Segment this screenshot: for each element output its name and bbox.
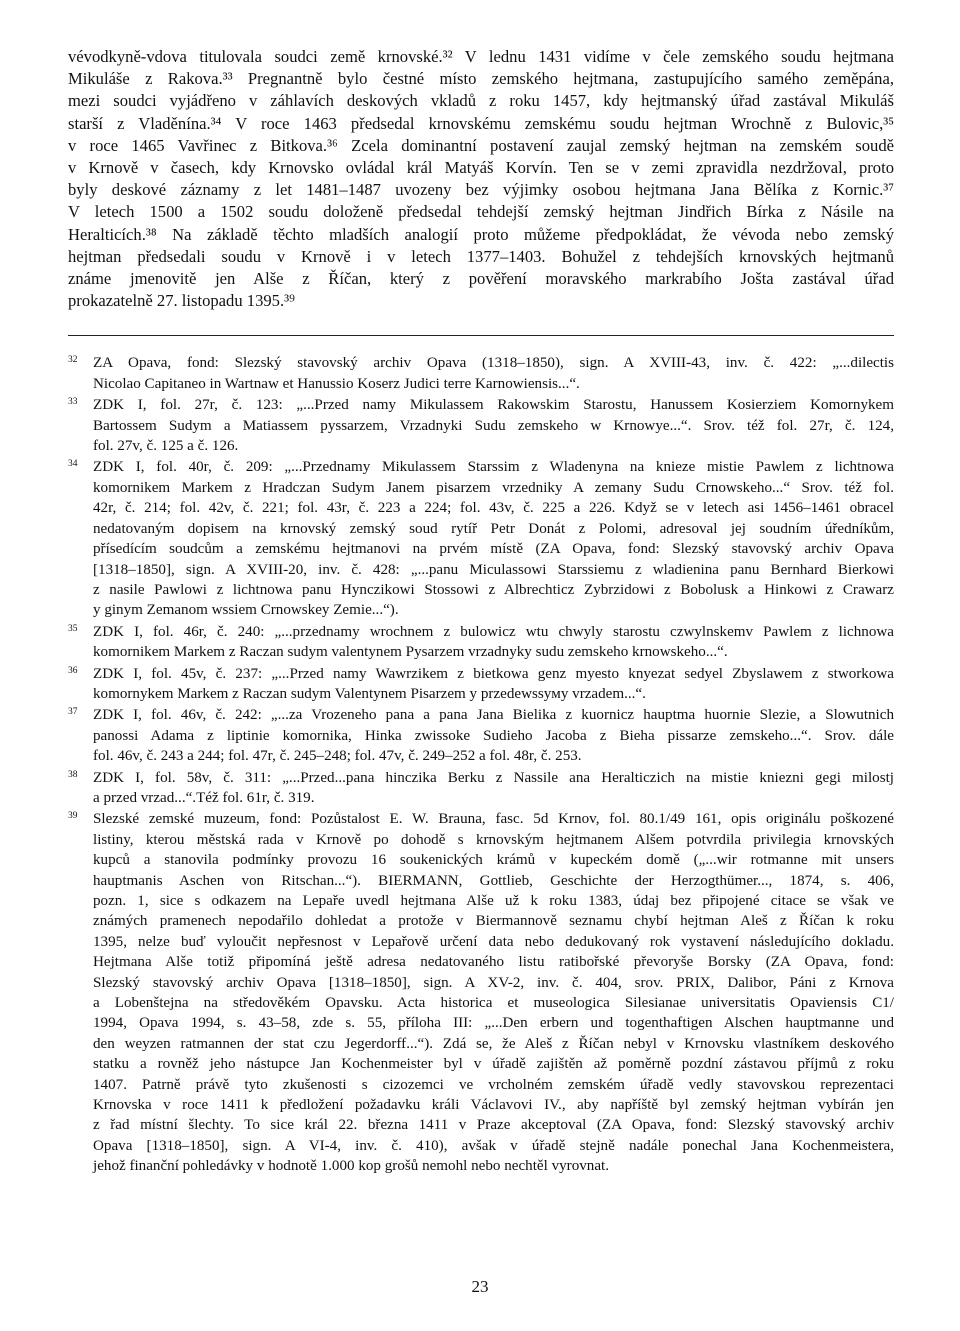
footnote-text: [93, 768, 894, 809]
footnote-line: a Lobenštejna na středověkém Opavsku. Acta historica et museologica Silesianae universitatis Opaviensis C1/: [93, 995, 894, 1012]
footnote-line: ZDK I, fol. 45v, č. 237: „...Przed namy Wawrzikem z bietkowa genz myesto knyezat sedyel Zbyslawem z stworkowa: [93, 665, 894, 682]
footnote: [68, 705, 894, 766]
footnote-line: Krnovska v roce 1411 k předložení požadavku králi Václavovi IV., aby napříště byl zemský hejtman vybírán jen: [93, 1097, 894, 1114]
footnote-number: 38: [68, 769, 78, 780]
footnote-line: hauptmanis Aschen von Ritschan...“). BIERMANN, Gottlieb, Geschichte der Herzogthümer..., 1874, s. 406,: [93, 872, 894, 889]
footnote-number: 33: [68, 397, 78, 408]
footnote-number: 37: [68, 707, 78, 718]
footnote-separator: [68, 335, 894, 336]
footnote-line: ZDK I, fol. 27r, č. 123: „...Przed namy Mikulassem Rakowskim Starostu, Hanussem Kosierziem Komornykem: [93, 397, 894, 414]
footnote-line: a przed vrzad...“.Též fol. 61r, č. 319.: [93, 789, 315, 806]
footnote-line: 1994, Opava 1994, s. 43–58, zde s. 55, příloha III: „...Den erbern und togenthaftigen Alschen hauptmanne und: [93, 1015, 894, 1032]
footnote-line: Slezské zemské muzeum, fond: Pozůstalost E. W. Brauna, fasc. 5d Krnov, fol. 80.1/49 161, opis originálu poškozené: [93, 811, 894, 828]
footnote-number: 36: [68, 665, 78, 676]
footnote-line: Opava [1318–1850], sign. A VI-4, inv. č. 410), avšak v úřadě stejně nadále ponechal Jana Kochenmeistera,: [93, 1137, 894, 1154]
footnote: [68, 664, 894, 705]
footnote: [68, 353, 894, 394]
footnote-line: y ginym Zemanom wssiem Crnowskey Zemie...“).: [93, 602, 399, 619]
document-page: [68, 46, 894, 1178]
footnote-line: 1395, nelze buď vyloučit nepřesnost v Lepařově určení data nebo dedukovaný rok vystavení následujícího dokladu.: [93, 933, 894, 950]
footnote-line: Slezský stavovský archiv Opava [1318–1850], sign. A XV-2, inv. č. 404, srov. PRIX, Dalibor, Páni z Krnova: [93, 974, 894, 991]
footnote-text: [93, 664, 894, 705]
footnote-line: den weyzen ratmannen der stat czu Jegerdorff...“). Zdá se, že Aleš z Říčan nebyl v Krnovsku vlastníkem deskového: [93, 1035, 894, 1052]
footnote-line: z nasile Pawlowi z lichtnowa panu Hynczikowi Stossowi z Albrechticz Zybrzidowi z Bobolusk a Hinkowi z Crawarz: [93, 581, 894, 598]
footnote-line: Nicolao Capitaneo in Wartnaw et Hanussio Koserz Judici terre Karnowiensis...“.: [93, 375, 580, 392]
main-text-line: starší z Vladěnína.³⁴ V roce 1463 předsedal krnovskému zemskému soudu hejtman Wrochně z Bulovic,³⁵: [68, 113, 894, 133]
footnote: [68, 768, 894, 809]
footnote-text: [93, 457, 894, 620]
footnote-line: komornikem Markem z Hradczan Sudym Janem pisarzem vrzedniky A zemany Sudu Crnowskeho...“ Srov. též fol.: [93, 479, 894, 496]
footnote-line: ZDK I, fol. 40r, č. 209: „...Przednamy Mikulassem Starssim z Wladenyna na knieze mistie Pawlem z lichtnowa: [93, 459, 894, 476]
main-text-line: byly deskové záznamy z let 1481–1487 uvozeny bez výjimky osobou hejtmana Jana Bělíka z Kornic.³⁷: [68, 180, 894, 200]
main-text-line: vévodkyně-vdova titulovala soudci země krnovské.³² V lednu 1431 vidíme v čele zemského soudu hejtmana: [68, 47, 894, 66]
main-text-line: Heralticích.³⁸ Na základě těchto mladších analogií proto můžeme předpokládat, že vévoda nebo zemský: [68, 224, 894, 244]
footnote-line: 1407. Patrně právě tyto zkušenosti s cizozemci ve vrcholném zemském úřadě vedly stavovskou reprezentaci: [93, 1076, 894, 1093]
footnote-line: [1318–1850], sign. A XVIII-20, inv. č. 428: „...panu Miculassowi Starssiemu z wladienina panu Bernhard Bierkowi: [93, 561, 894, 578]
footnote-text: [93, 353, 894, 394]
footnote-line: pozn. 1, sice s odkazem na Lepaře uvedl hejtmana Alše už k roku 1383, údaj bez připojené citace se však ve: [93, 893, 894, 909]
footnote-number: 39: [68, 811, 78, 822]
main-text-line: mezi soudci vyjádřeno v záhlavích deskových vkladů z roku 1457, kdy hejtmanský úřad zastával Mikuláš: [68, 91, 894, 111]
main-text-line: prokazatelně 27. listopadu 1395.³⁹: [68, 291, 295, 311]
footnote-text: [93, 809, 894, 1176]
footnote-number: 35: [68, 623, 78, 634]
page-number: 23: [471, 1277, 489, 1296]
main-text-line: v Krnově v časech, kdy Krnovsko ovládal král Matyáš Korvín. Ten se v zemi zpravidla nezdržoval, proto: [68, 158, 894, 178]
footnote-line: panossi Adama z liptinie komornika, Hinka zwissoke Sudieho Jacoba z Bieha pissarze zemskeho...“. Srov. dále: [93, 727, 894, 744]
main-text-line: V letech 1500 a 1502 soudu doloženě předsedal tehdejší zemský hejtman Jindřich Bírka z Násile na: [68, 202, 894, 222]
footnote-number: 32: [68, 355, 78, 366]
footnote-line: z řad místní šlechty. To sice král 22. března 1411 v Praze akceptoval (ZA Opava, fond: Slezský stavovský archiv: [93, 1117, 894, 1134]
footnote: [68, 622, 894, 663]
main-text-line: Mikuláše z Rakova.³³ Pregnantně bylo čestné místo zemského hejtmana, zastupujícího samého zeměpána,: [68, 69, 894, 89]
footnote-line: ZDK I, fol. 58v, č. 311: „...Przed...pana hinczika Berku z Nassile ana Heralticzich na mistie kniezni gegi milostj: [93, 769, 894, 786]
footnotes: [68, 353, 894, 1176]
footnote-line: 42r, č. 214; fol. 42v, č. 221; fol. 43r, č. 223 a 224; fol. 43v, č. 225 a 226. Když se v letech asi 1456–1461 obracel: [93, 500, 894, 517]
main-text: [68, 46, 894, 312]
main-text-line: v roce 1465 Vavřinec z Bitkova.³⁶ Zcela dominantní postavení zaujal zemský hejtman na zemském soudě: [68, 135, 894, 155]
main-text-line: hejtman předsedali soudu v Krnově i v letech 1377–1403. Bohužel z tehdejších krnovských hejtmanů: [68, 246, 894, 266]
footnote-line: nedatovaným dopisem na krnovský zemský soud rytíř Petr Donát z Polomi, adresoval jej soudním úředníkům,: [93, 520, 894, 537]
footnote-line: komornykem Markem z Raczan sudym Valentynem Pisarzem y przedewssyмy vrzadem...“.: [93, 685, 646, 702]
footnote-line: statku a rovněž jeho nástupce Jan Kochenmeister byl v úřadě zajištěn až poměrně pozdní zástavou příjmů z roku: [93, 1056, 894, 1073]
footnote-line: známých pramenech nepodařilo dohledat a protože v Biermannově seznamu chybí hejtman Aleš z Říčan k roku: [93, 913, 894, 930]
footnote: [68, 809, 894, 1176]
footnote-text: [93, 622, 894, 663]
footnote-line: Bartossem Sudym a Matiassem pyssarzem, Vrzadnyki Sudu zemskeho w Krnowye...“. Srov. též fol. 27r, č. 124,: [93, 417, 894, 434]
footnote-line: fol. 27v, č. 125 a č. 126.: [93, 438, 239, 455]
footnote-line: fol. 46v, č. 243 a 244; fol. 47r, č. 245–248; fol. 47v, č. 249–252 a fol. 48r, č. 253.: [93, 748, 582, 765]
footnote-line: listiny, kterou městská rada v Krnově po dohodě s krnovským hejtmanem Alšem potvrdila privilegia krnovských: [93, 831, 894, 848]
footnote-line: přísedícím soudcům a zemskému hejtmanovi na prvém místě (ZA Opava, fond: Slezský stavovský archiv Opava: [93, 541, 894, 558]
footnote: [68, 457, 894, 620]
footnote-line: jehož finanční pohledávky v hodnotě 1.000 kop grošů nemohl nebo nechtěl vyrovnat.: [93, 1158, 610, 1175]
main-text-line: známe jmenovitě jen Alše z Říčan, který z pověření moravského markrabího Jošta zastával úřad: [68, 269, 894, 289]
footnote-text: [93, 705, 894, 766]
footnote-line: ZDK I, fol. 46r, č. 240: „...przednamy wrochnem z bulowicz wtu chwyly starostu czwylnskemv Pawlem z lichnowa: [93, 623, 894, 640]
footnote-text: [93, 395, 894, 456]
footnote-line: ZA Opava, fond: Slezský stavovský archiv Opava (1318–1850), sign. A XVIII-43, inv. č. 422: „...dilectis: [93, 355, 894, 372]
footnote-number: 34: [68, 459, 78, 470]
footnote-line: Hejtmana Alše totiž připomíná ještě adresa nedatovaného listu ratibořské převoryše Borsky (ZA Opava, fond:: [93, 954, 894, 971]
footnote-line: ZDK I, fol. 46v, č. 242: „...za Vrozeneho pana a pana Jana Bielika z kuornicz hauptma huornie Slezie, a Slowutnich: [93, 707, 894, 724]
footnote-line: komornikem Markem z Raczan sudym valentynem Pysarzem vrzadnyky sudu zemskeho krnowskeho...“.: [93, 644, 728, 661]
footnote-line: kupců a stanovila podmínky provozu 16 soukenických krámů v kupeckém domě („...wir rotmanne mit unsers: [93, 852, 894, 869]
footnote: [68, 395, 894, 456]
